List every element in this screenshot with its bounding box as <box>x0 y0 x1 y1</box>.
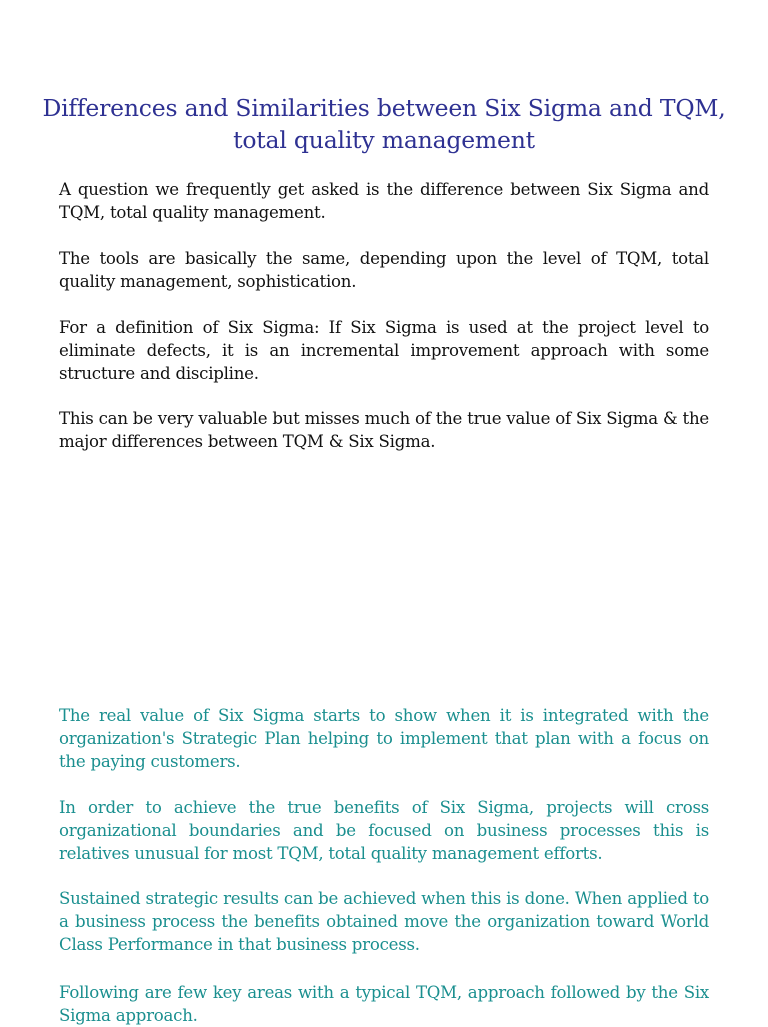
page-title: Differences and Similarities between Six Sigma and TQM, total quality management <box>42 94 726 154</box>
intro-paragraph: This can be very valuable but misses much of the true value of Six Sigma & the major differences between TQM & Six Sigma. <box>59 409 709 451</box>
highlight-paragraph: Sustained strategic results can be achieved when this is done. When applied to a business process the benefits obtained move the organization toward World Class Performance in that business process. <box>59 889 709 954</box>
intro-paragraph: A question we frequently get asked is the difference between Six Sigma and TQM, total quality management. <box>59 180 709 222</box>
highlight-paragraph: In order to achieve the true benefits of Six Sigma, projects will cross organizational boundaries and be focused on business processes this is relatives unusual for most TQM, total quality management efforts. <box>59 798 709 863</box>
intro-paragraph: The tools are basically the same, depending upon the level of TQM, total quality management, sophistication. <box>59 249 709 291</box>
intro-paragraph: For a definition of Six Sigma: If Six Sigma is used at the project level to eliminate defects, it is an incremental improvement approach with some structure and discipline. <box>59 318 709 383</box>
highlight-paragraph: Following are few key areas with a typical TQM, approach followed by the Six Sigma approach. <box>59 983 709 1025</box>
highlight-paragraph: The real value of Six Sigma starts to show when it is integrated with the organization's Strategic Plan helping to implement that plan with a focus on the paying customers. <box>59 706 709 771</box>
